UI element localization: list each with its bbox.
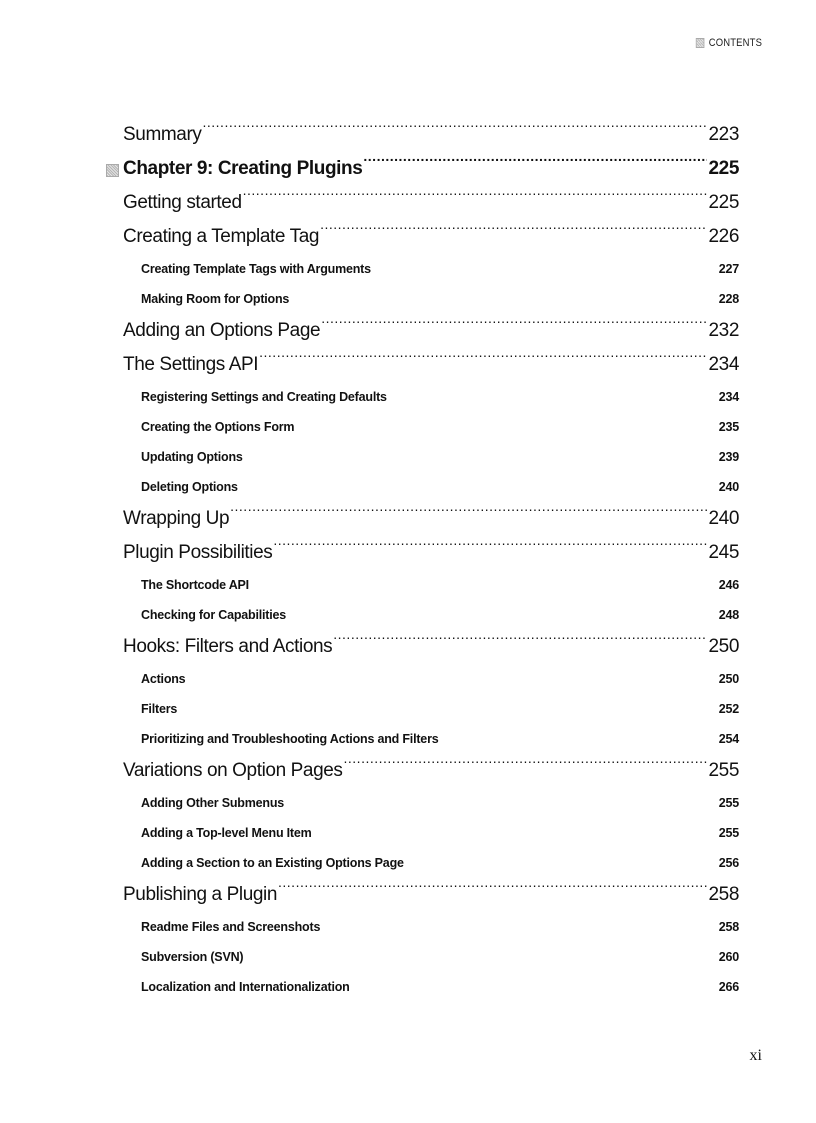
toc-entry-title: Chapter 9: Creating Plugins — [123, 158, 363, 179]
toc-entry-page: 225 — [708, 158, 739, 179]
toc-entry-page: 228 — [718, 292, 739, 306]
toc-entry-title: Registering Settings and Creating Defaults — [141, 390, 387, 404]
dot-leader — [178, 701, 718, 714]
dot-leader — [239, 479, 718, 492]
toc-entry-page: 240 — [708, 508, 739, 529]
dot-leader — [230, 505, 707, 524]
dot-leader — [244, 449, 718, 462]
dot-leader — [320, 223, 707, 242]
page-number: xi — [749, 1047, 762, 1064]
chapter-marker-icon — [106, 164, 119, 177]
toc-entry-page: 258 — [708, 884, 739, 905]
toc-entry[interactable] — [123, 118, 739, 152]
toc-entry-page: 255 — [718, 796, 739, 810]
toc-entry-title: The Shortcode API — [141, 578, 249, 592]
toc-entry-title: Filters — [141, 702, 178, 716]
toc-entry[interactable] — [123, 630, 739, 664]
toc-entry-title: Publishing a Plugin — [123, 884, 278, 905]
dot-leader — [259, 351, 707, 370]
dot-leader — [363, 155, 707, 174]
toc-entry-title: Readme Files and Screenshots — [141, 920, 321, 934]
toc-entry-title: Adding Other Submenus — [141, 796, 285, 810]
toc-entry-page: 252 — [718, 702, 739, 716]
toc-entry-page: 260 — [718, 950, 739, 964]
toc-entry-page: 227 — [718, 262, 739, 276]
toc-entry-page: 255 — [708, 760, 739, 781]
toc-entry[interactable] — [123, 314, 739, 348]
toc-subentry[interactable] — [123, 284, 739, 314]
toc-subentry[interactable] — [123, 818, 739, 848]
toc-entry-page: 232 — [708, 320, 739, 341]
toc-entry-title: Plugin Possibilities — [123, 542, 273, 563]
toc-entry-page: 254 — [718, 732, 739, 746]
dot-leader — [321, 919, 718, 932]
toc-subentry[interactable] — [123, 942, 739, 972]
toc-subentry[interactable] — [123, 788, 739, 818]
toc-entry-page: 246 — [718, 578, 739, 592]
toc-entry-title: Updating Options — [141, 450, 243, 464]
dot-leader — [405, 855, 718, 868]
toc-subentry[interactable] — [123, 664, 739, 694]
toc-entry-page: 239 — [718, 450, 739, 464]
toc-entry-page: 223 — [708, 124, 739, 145]
dot-leader — [295, 419, 717, 432]
toc-entry-title: Getting started — [123, 192, 242, 213]
toc-entry-page: 245 — [708, 542, 739, 563]
dot-leader — [203, 121, 708, 140]
toc-entry-page: 225 — [708, 192, 739, 213]
dot-leader — [344, 757, 708, 776]
toc-entry-title: The Settings API — [123, 354, 259, 375]
dot-leader — [388, 389, 718, 402]
toc-entry-title: Actions — [141, 672, 186, 686]
toc-entry-page: 248 — [718, 608, 739, 622]
toc-chapter-entry[interactable] — [123, 152, 739, 186]
toc-entry-title: Adding a Top-level Menu Item — [141, 826, 312, 840]
toc-entry[interactable] — [123, 186, 739, 220]
dot-leader — [285, 795, 718, 808]
dot-leader — [250, 577, 718, 590]
toc-subentry[interactable] — [123, 912, 739, 942]
toc-entry-title: Making Room for Options — [141, 292, 290, 306]
toc-entry[interactable] — [123, 878, 739, 912]
toc-entry-title: Localization and Internationalization — [141, 980, 350, 994]
toc-subentry[interactable] — [123, 972, 739, 1002]
toc-entry-title: Adding an Options Page — [123, 320, 321, 341]
toc-subentry[interactable] — [123, 442, 739, 472]
toc-entry-page: 240 — [718, 480, 739, 494]
toc-subentry[interactable] — [123, 570, 739, 600]
toc-entry-title: Hooks: Filters and Actions — [123, 636, 333, 657]
toc-entry-title: Variations on Option Pages — [123, 760, 343, 781]
toc-entry[interactable] — [123, 536, 739, 570]
running-head — [696, 37, 762, 49]
toc-entry[interactable] — [123, 348, 739, 382]
toc-subentry[interactable] — [123, 694, 739, 724]
toc-subentry[interactable] — [123, 724, 739, 754]
dot-leader — [186, 671, 717, 684]
dot-leader — [273, 539, 707, 558]
toc-entry-page: 250 — [708, 636, 739, 657]
dot-leader — [278, 881, 707, 900]
dot-leader — [351, 979, 718, 992]
toc-entry-page: 226 — [708, 226, 739, 247]
toc-subentry[interactable] — [123, 472, 739, 502]
toc-entry-title: Creating the Options Form — [141, 420, 295, 434]
toc-entry-title: Wrapping Up — [123, 508, 230, 529]
toc-subentry[interactable] — [123, 848, 739, 878]
dot-leader — [244, 949, 717, 962]
toc-entry-page: 255 — [718, 826, 739, 840]
toc-entry[interactable] — [123, 220, 739, 254]
toc-subentry[interactable] — [123, 254, 739, 284]
dot-leader — [439, 731, 717, 744]
toc-entry-page: 235 — [718, 420, 739, 434]
toc-entry-page: 258 — [718, 920, 739, 934]
toc-subentry[interactable] — [123, 600, 739, 630]
dot-leader — [243, 189, 708, 208]
toc-entry-page: 234 — [718, 390, 739, 404]
dot-leader — [321, 317, 707, 336]
toc-entry-title: Checking for Capabilities — [141, 608, 287, 622]
toc-entry-title: Adding a Section to an Existing Options Page — [141, 856, 404, 870]
running-head-label: CONTENTS — [708, 37, 762, 49]
toc-subentry[interactable] — [123, 412, 739, 442]
dot-leader — [287, 607, 718, 620]
toc-entry-page: 234 — [708, 354, 739, 375]
dot-leader — [333, 633, 707, 652]
toc-entry-title: Subversion (SVN) — [141, 950, 244, 964]
toc-entry-page: 266 — [718, 980, 739, 994]
toc-entry-title: Summary — [123, 124, 202, 145]
square-hatched-icon — [696, 38, 705, 48]
toc-entry-title: Deleting Options — [141, 480, 238, 494]
toc-entry[interactable] — [123, 502, 739, 536]
toc-entry[interactable] — [123, 754, 739, 788]
dot-leader — [290, 291, 718, 304]
toc-entry-title: Creating a Template Tag — [123, 226, 320, 247]
dot-leader — [313, 825, 718, 838]
toc-entry-title: Creating Template Tags with Arguments — [141, 262, 371, 276]
toc-subentry[interactable] — [123, 382, 739, 412]
dot-leader — [372, 261, 718, 274]
table-of-contents — [123, 118, 739, 1002]
toc-entry-page: 256 — [718, 856, 739, 870]
toc-entry-page: 250 — [718, 672, 739, 686]
toc-entry-title: Prioritizing and Troubleshooting Actions and Filters — [141, 732, 439, 746]
